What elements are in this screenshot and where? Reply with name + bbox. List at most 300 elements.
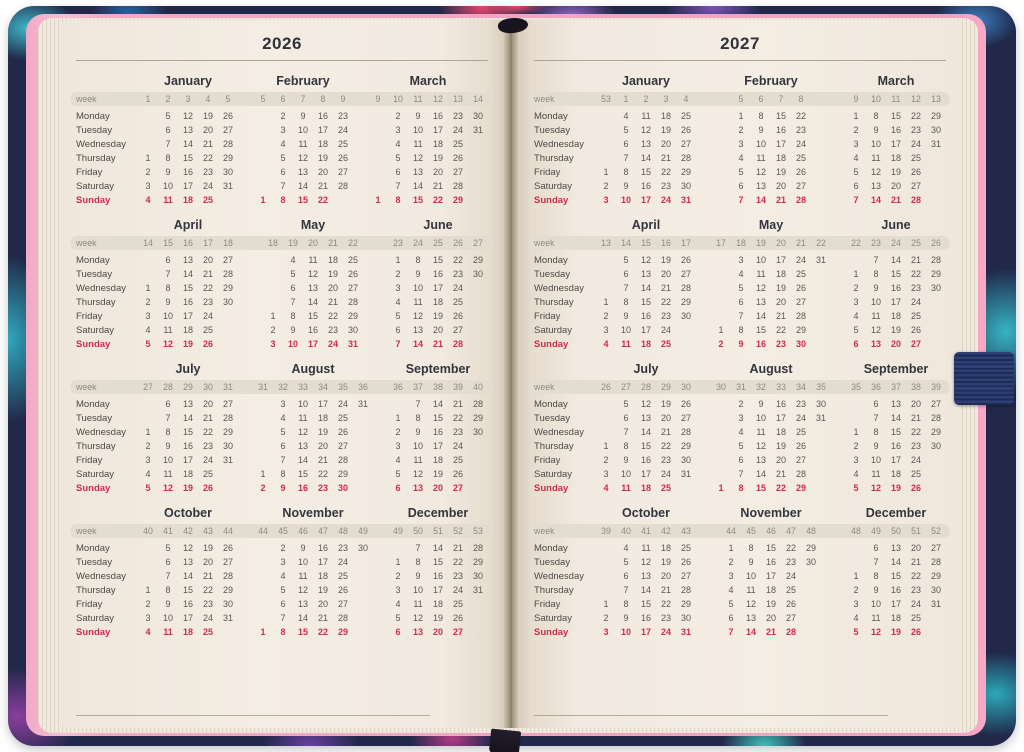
date-cell: 11 bbox=[298, 413, 308, 423]
date-cell: 17 bbox=[182, 181, 193, 191]
dates-area bbox=[596, 557, 946, 567]
date-cell: 6 bbox=[165, 399, 171, 409]
month-grid bbox=[388, 269, 488, 279]
date-cell: 17 bbox=[317, 557, 328, 567]
date-cell: 29 bbox=[930, 111, 941, 121]
date-cell: 17 bbox=[640, 469, 651, 479]
week-number: 32 bbox=[278, 382, 288, 392]
date-cell: 30 bbox=[930, 283, 941, 293]
date-cell: 4 bbox=[395, 297, 401, 307]
date-cell: 18 bbox=[182, 627, 193, 637]
month-title: June bbox=[423, 218, 453, 232]
date-cell: 15 bbox=[890, 571, 901, 581]
week-number: 18 bbox=[268, 238, 278, 248]
weekday-rows bbox=[76, 109, 488, 207]
date-cell: 14 bbox=[412, 339, 423, 349]
date-cell: 12 bbox=[755, 441, 766, 451]
month-grid bbox=[711, 297, 831, 307]
date-cell: 23 bbox=[337, 111, 348, 121]
date-cell: 16 bbox=[640, 311, 651, 321]
date-cell: 20 bbox=[202, 399, 213, 409]
month-grid bbox=[846, 585, 946, 595]
weekday-label: Saturday bbox=[534, 324, 573, 336]
date-cell: 4 bbox=[853, 469, 859, 479]
dates-area bbox=[596, 455, 946, 465]
weekday-label: Friday bbox=[534, 454, 561, 466]
weekday-row bbox=[534, 453, 946, 467]
date-cell: 4 bbox=[738, 427, 744, 437]
dates-area bbox=[596, 399, 946, 409]
date-cell: 6 bbox=[853, 339, 859, 349]
week-number: 49 bbox=[393, 526, 403, 536]
date-cell: 27 bbox=[680, 269, 691, 279]
date-cell: 31 bbox=[222, 613, 233, 623]
month-grid bbox=[253, 557, 373, 567]
month-grid bbox=[253, 427, 373, 437]
month-grid bbox=[253, 111, 353, 121]
weekday-label: Sunday bbox=[76, 626, 111, 638]
week-number: 49 bbox=[871, 526, 881, 536]
weekday-label: Tuesday bbox=[534, 124, 571, 136]
date-cell: 18 bbox=[765, 585, 776, 595]
weekday-row bbox=[534, 267, 946, 281]
dates-area bbox=[138, 455, 488, 465]
date-cell: 3 bbox=[145, 181, 151, 191]
date-cell: 7 bbox=[873, 557, 879, 567]
date-cell: 3 bbox=[728, 571, 734, 581]
date-cell: 27 bbox=[452, 627, 463, 637]
date-cell: 22 bbox=[910, 427, 921, 437]
date-cell: 21 bbox=[202, 571, 213, 581]
date-cell: 22 bbox=[202, 585, 213, 595]
date-cell: 27 bbox=[785, 613, 796, 623]
date-cell: 30 bbox=[222, 167, 233, 177]
month-grid bbox=[138, 483, 238, 493]
weekday-label: Wednesday bbox=[534, 426, 584, 438]
date-cell: 21 bbox=[890, 195, 901, 205]
month-grid bbox=[138, 627, 238, 637]
month-grid bbox=[138, 325, 238, 335]
date-cell: 6 bbox=[623, 139, 629, 149]
date-cell: 22 bbox=[910, 269, 921, 279]
date-cell: 25 bbox=[910, 311, 921, 321]
weekday-label: Tuesday bbox=[534, 556, 571, 568]
date-cell: 28 bbox=[222, 571, 233, 581]
date-cell: 1 bbox=[718, 483, 724, 493]
date-cell: 29 bbox=[472, 413, 483, 423]
date-cell: 11 bbox=[621, 483, 631, 493]
date-cell: 13 bbox=[890, 543, 901, 553]
date-cell: 20 bbox=[432, 627, 443, 637]
date-cell: 4 bbox=[395, 139, 401, 149]
date-cell: 25 bbox=[347, 255, 358, 265]
date-cell: 17 bbox=[890, 297, 901, 307]
week-row bbox=[534, 382, 946, 392]
date-cell: 23 bbox=[910, 585, 921, 595]
week-label: week bbox=[76, 238, 97, 248]
date-cell: 1 bbox=[260, 469, 266, 479]
week-number: 44 bbox=[726, 526, 736, 536]
date-cell: 28 bbox=[337, 613, 348, 623]
date-cell: 7 bbox=[165, 139, 171, 149]
month-grid bbox=[263, 255, 363, 265]
date-cell: 16 bbox=[755, 339, 766, 349]
month-grid bbox=[388, 325, 488, 335]
date-cell: 12 bbox=[162, 483, 173, 493]
week-number: 19 bbox=[288, 238, 298, 248]
weekday-label: Tuesday bbox=[76, 412, 113, 424]
month-title: July bbox=[633, 362, 659, 376]
month-grid bbox=[368, 153, 488, 163]
weekday-label: Monday bbox=[76, 254, 110, 266]
date-cell: 7 bbox=[873, 255, 879, 265]
date-cell: 7 bbox=[873, 413, 879, 423]
date-cell: 17 bbox=[765, 571, 776, 581]
month-grid bbox=[846, 111, 946, 121]
date-cell: 13 bbox=[412, 483, 423, 493]
month-grid bbox=[721, 613, 821, 623]
week-number: 32 bbox=[756, 382, 766, 392]
date-cell: 24 bbox=[452, 585, 463, 595]
month-grid bbox=[596, 167, 696, 177]
date-cell: 12 bbox=[640, 557, 651, 567]
weekday-row bbox=[534, 439, 946, 453]
weekday-row bbox=[76, 583, 488, 597]
month-grid bbox=[388, 571, 488, 581]
month-titles-row bbox=[76, 74, 488, 88]
date-cell: 28 bbox=[472, 543, 483, 553]
week-number: 53 bbox=[473, 526, 483, 536]
date-cell: 9 bbox=[415, 111, 421, 121]
month-grid bbox=[721, 571, 821, 581]
date-cell: 31 bbox=[347, 339, 358, 349]
date-cell: 7 bbox=[395, 181, 401, 191]
date-cell: 28 bbox=[930, 557, 941, 567]
date-cell: 23 bbox=[452, 571, 463, 581]
date-cell: 24 bbox=[910, 139, 921, 149]
date-cell: 11 bbox=[163, 469, 173, 479]
weekday-label: Thursday bbox=[76, 296, 116, 308]
date-cell: 10 bbox=[297, 125, 308, 135]
weekday-row bbox=[76, 569, 488, 583]
date-cell: 16 bbox=[307, 325, 318, 335]
date-cell: 25 bbox=[202, 469, 213, 479]
dates-area bbox=[138, 167, 488, 177]
weekday-label: Friday bbox=[76, 454, 103, 466]
month-title: September bbox=[405, 362, 471, 376]
dates-area bbox=[138, 269, 488, 279]
month-grid bbox=[711, 455, 831, 465]
date-cell: 3 bbox=[280, 557, 286, 567]
date-cell: 26 bbox=[202, 483, 213, 493]
week-number: 7 bbox=[778, 94, 784, 104]
dates-area bbox=[596, 585, 946, 595]
month-grid bbox=[253, 627, 373, 637]
date-cell: 6 bbox=[395, 627, 401, 637]
date-cell: 21 bbox=[660, 427, 671, 437]
date-cell: 28 bbox=[680, 153, 691, 163]
date-cell: 5 bbox=[395, 613, 401, 623]
date-cell: 17 bbox=[317, 399, 328, 409]
date-cell: 10 bbox=[412, 585, 423, 595]
date-cell: 14 bbox=[182, 571, 193, 581]
month-grid bbox=[138, 382, 238, 392]
month-grid bbox=[263, 297, 363, 307]
month-grid bbox=[711, 441, 831, 451]
date-cell: 15 bbox=[182, 283, 193, 293]
date-cell: 15 bbox=[297, 195, 308, 205]
dates-area bbox=[596, 599, 946, 609]
weekday-row bbox=[534, 625, 946, 639]
date-cell: 4 bbox=[738, 153, 744, 163]
date-cell: 4 bbox=[728, 585, 734, 595]
date-cell: 3 bbox=[145, 613, 151, 623]
date-cell: 18 bbox=[890, 153, 901, 163]
dates-area bbox=[138, 585, 488, 595]
dates-area bbox=[138, 195, 488, 205]
month-grid bbox=[731, 111, 811, 121]
date-cell: 25 bbox=[660, 339, 671, 349]
date-cell: 3 bbox=[280, 399, 286, 409]
date-cell: 27 bbox=[910, 339, 921, 349]
month-grid bbox=[388, 339, 488, 349]
date-cell: 23 bbox=[660, 455, 671, 465]
week-number: 41 bbox=[641, 526, 651, 536]
month-grid bbox=[596, 627, 696, 637]
date-cell: 28 bbox=[785, 627, 796, 637]
quarter-block bbox=[76, 362, 488, 495]
date-cell: 14 bbox=[182, 139, 193, 149]
month-grid bbox=[253, 585, 373, 595]
date-cell: 2 bbox=[853, 585, 859, 595]
date-cell: 18 bbox=[640, 483, 651, 493]
date-cell: 22 bbox=[317, 469, 328, 479]
week-row bbox=[76, 94, 488, 104]
month-grid bbox=[388, 613, 488, 623]
date-cell: 27 bbox=[222, 399, 233, 409]
weekday-label: Wednesday bbox=[534, 138, 584, 150]
date-cell: 7 bbox=[280, 455, 286, 465]
week-numbers-area bbox=[138, 94, 488, 104]
month-grid bbox=[138, 125, 238, 135]
date-cell: 29 bbox=[337, 627, 348, 637]
weekday-label: Friday bbox=[534, 166, 561, 178]
month-grid bbox=[368, 195, 488, 205]
date-cell: 16 bbox=[297, 483, 308, 493]
date-cell: 12 bbox=[870, 483, 881, 493]
month-grid bbox=[388, 382, 488, 392]
date-cell: 21 bbox=[775, 195, 786, 205]
month-grid bbox=[711, 413, 831, 423]
date-cell: 4 bbox=[853, 613, 859, 623]
date-cell: 16 bbox=[182, 441, 193, 451]
weekday-row bbox=[534, 179, 946, 193]
date-cell: 14 bbox=[890, 255, 901, 265]
date-cell: 2 bbox=[718, 339, 724, 349]
date-cell: 5 bbox=[395, 153, 401, 163]
dates-area bbox=[138, 325, 488, 335]
date-cell: 29 bbox=[222, 585, 233, 595]
weekday-row bbox=[534, 541, 946, 555]
date-cell: 10 bbox=[162, 455, 173, 465]
date-cell: 7 bbox=[738, 469, 744, 479]
date-cell: 1 bbox=[853, 571, 859, 581]
date-cell: 3 bbox=[603, 627, 609, 637]
dates-area bbox=[138, 571, 488, 581]
date-cell: 5 bbox=[853, 483, 859, 493]
weekday-row bbox=[76, 323, 488, 337]
date-cell: 13 bbox=[297, 441, 308, 451]
date-cell: 26 bbox=[795, 441, 806, 451]
weekday-label: Sunday bbox=[534, 482, 569, 494]
week-number: 14 bbox=[473, 94, 483, 104]
date-cell: 11 bbox=[413, 297, 423, 307]
date-cell: 21 bbox=[432, 181, 443, 191]
dates-area bbox=[596, 469, 946, 479]
date-cell: 7 bbox=[738, 195, 744, 205]
week-number: 33 bbox=[776, 382, 786, 392]
week-number: 13 bbox=[453, 94, 463, 104]
date-cell: 7 bbox=[165, 269, 171, 279]
planner-book-cover bbox=[8, 6, 1016, 746]
date-cell: 26 bbox=[910, 325, 921, 335]
date-cell: 22 bbox=[785, 543, 796, 553]
date-cell: 17 bbox=[432, 441, 443, 451]
week-number: 24 bbox=[891, 238, 901, 248]
date-cell: 30 bbox=[680, 311, 691, 321]
month-title: November bbox=[740, 506, 802, 520]
date-cell: 8 bbox=[623, 167, 629, 177]
date-cell: 22 bbox=[910, 571, 921, 581]
dates-area bbox=[596, 269, 946, 279]
date-cell: 4 bbox=[853, 311, 859, 321]
weekday-label: Sunday bbox=[534, 338, 569, 350]
date-cell: 10 bbox=[870, 455, 881, 465]
date-cell: 12 bbox=[182, 543, 193, 553]
month-grid bbox=[846, 125, 946, 135]
date-cell: 5 bbox=[623, 399, 629, 409]
weekday-label: Monday bbox=[76, 542, 110, 554]
date-cell: 14 bbox=[745, 627, 756, 637]
month-grid bbox=[846, 311, 946, 321]
date-cell: 23 bbox=[202, 599, 213, 609]
date-cell: 2 bbox=[395, 427, 401, 437]
date-cell: 11 bbox=[163, 627, 173, 637]
month-titles-area bbox=[596, 362, 946, 376]
date-cell: 15 bbox=[432, 413, 443, 423]
date-cell: 13 bbox=[297, 167, 308, 177]
date-cell: 20 bbox=[327, 283, 338, 293]
month-grid bbox=[253, 413, 373, 423]
date-cell: 22 bbox=[432, 195, 443, 205]
month-grid bbox=[138, 111, 238, 121]
weekday-row bbox=[534, 583, 946, 597]
date-cell: 16 bbox=[432, 571, 443, 581]
date-cell: 27 bbox=[222, 557, 233, 567]
date-cell: 27 bbox=[795, 181, 806, 191]
week-number: 15 bbox=[163, 238, 173, 248]
date-cell: 17 bbox=[307, 339, 318, 349]
date-cell: 5 bbox=[280, 427, 286, 437]
date-cell: 15 bbox=[755, 483, 766, 493]
dates-area bbox=[138, 153, 488, 163]
week-number: 40 bbox=[143, 526, 153, 536]
month-grid bbox=[596, 441, 696, 451]
date-cell: 9 bbox=[623, 455, 629, 465]
month-title: March bbox=[877, 74, 915, 88]
month-grid bbox=[711, 399, 831, 409]
month-grid bbox=[711, 339, 831, 349]
date-cell: 8 bbox=[415, 255, 421, 265]
date-cell: 25 bbox=[910, 153, 921, 163]
date-cell: 11 bbox=[641, 111, 651, 121]
date-cell: 9 bbox=[290, 325, 296, 335]
month-grid bbox=[253, 613, 373, 623]
week-number: 36 bbox=[393, 382, 403, 392]
month-grid bbox=[711, 311, 831, 321]
week-number-band bbox=[528, 380, 950, 394]
weekday-row bbox=[76, 555, 488, 569]
date-cell: 26 bbox=[202, 339, 213, 349]
date-cell: 26 bbox=[785, 599, 796, 609]
month-grid bbox=[846, 441, 946, 451]
date-cell: 20 bbox=[775, 297, 786, 307]
weekday-label: Thursday bbox=[534, 584, 574, 596]
date-cell: 23 bbox=[452, 269, 463, 279]
date-cell: 15 bbox=[890, 427, 901, 437]
date-cell: 11 bbox=[756, 153, 766, 163]
week-row bbox=[534, 94, 946, 104]
date-cell: 4 bbox=[280, 413, 286, 423]
month-grid bbox=[846, 483, 946, 493]
date-cell: 24 bbox=[202, 455, 213, 465]
month-title: December bbox=[407, 506, 469, 520]
dates-area bbox=[138, 255, 488, 265]
month-grid bbox=[721, 543, 821, 553]
date-cell: 6 bbox=[280, 167, 286, 177]
date-cell: 9 bbox=[165, 167, 171, 177]
date-cell: 27 bbox=[930, 543, 941, 553]
dates-area bbox=[138, 339, 488, 349]
date-cell: 14 bbox=[182, 413, 193, 423]
month-grid bbox=[596, 111, 696, 121]
week-number: 48 bbox=[851, 526, 861, 536]
month-grid bbox=[388, 238, 488, 248]
weekday-label: Friday bbox=[76, 166, 103, 178]
month-grid bbox=[253, 526, 373, 536]
week-number: 34 bbox=[318, 382, 328, 392]
pen-loop bbox=[954, 352, 1014, 405]
date-cell: 17 bbox=[182, 311, 193, 321]
date-cell: 17 bbox=[640, 627, 651, 637]
date-cell: 29 bbox=[472, 255, 483, 265]
date-cell: 19 bbox=[432, 469, 443, 479]
month-grid bbox=[253, 125, 353, 135]
weekday-label: Thursday bbox=[534, 440, 574, 452]
month-grid bbox=[388, 297, 488, 307]
month-grid bbox=[138, 339, 238, 349]
date-cell: 12 bbox=[297, 585, 308, 595]
week-number: 47 bbox=[786, 526, 796, 536]
date-cell: 23 bbox=[327, 325, 338, 335]
date-cell: 22 bbox=[317, 195, 328, 205]
quarter-block bbox=[534, 74, 946, 207]
date-cell: 1 bbox=[395, 413, 401, 423]
date-cell: 16 bbox=[432, 269, 443, 279]
date-cell: 1 bbox=[145, 153, 151, 163]
date-cell: 24 bbox=[660, 469, 671, 479]
month-grid bbox=[368, 94, 488, 104]
